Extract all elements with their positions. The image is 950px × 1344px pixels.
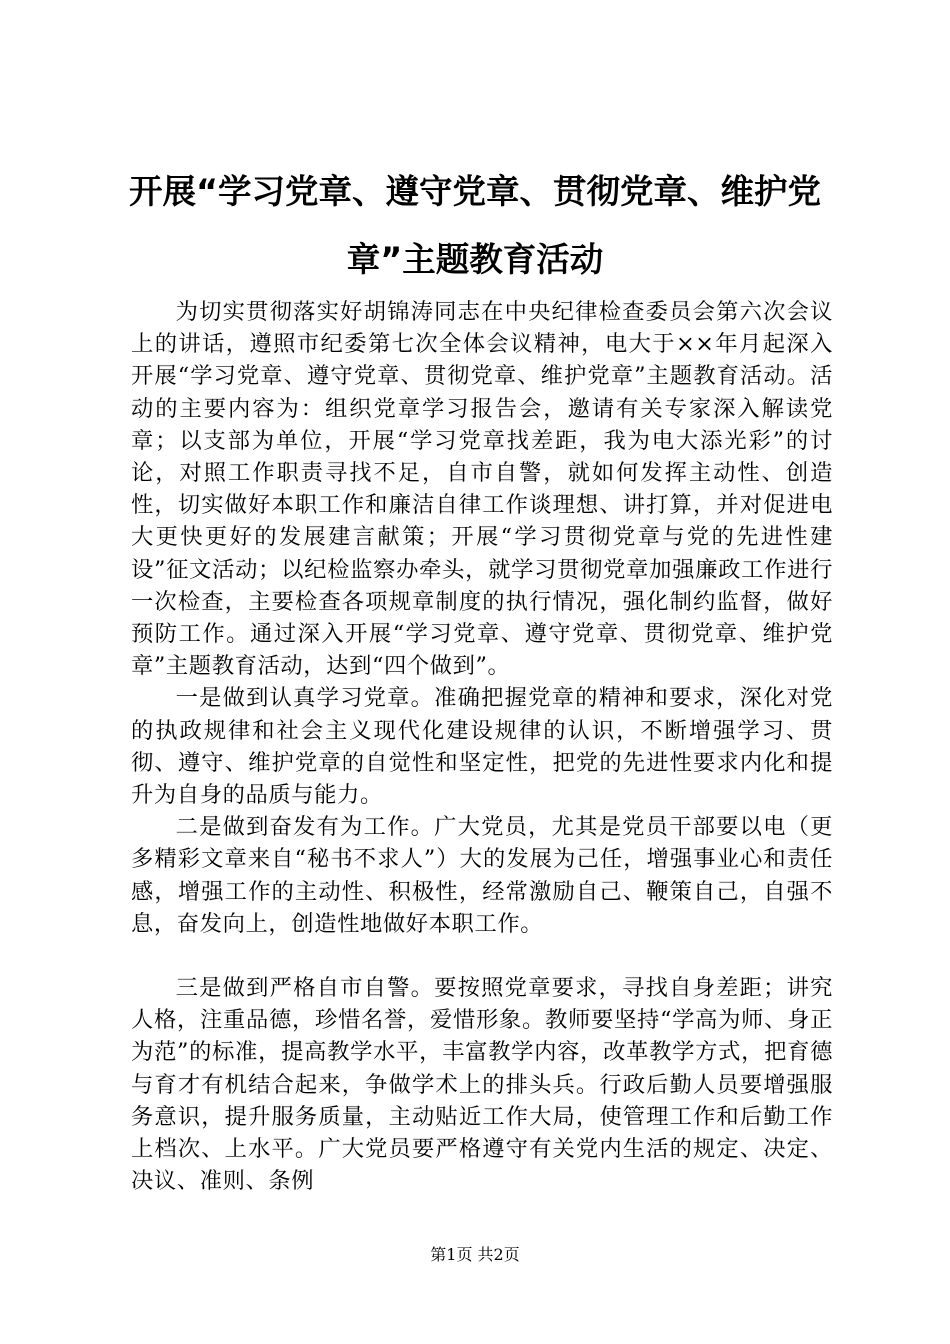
paragraph-intro: 为切实贯彻落实好胡锦涛同志在中央纪律检查委员会第六次会议上的讲话，遵照市纪委第七次全体会议精神，电大于××年月起深入开展“学习党章、遵守党章、贯彻党章、维护党章”主题教育活动。活动的主要内容为：组织党章学习报告会，邀请有关专家深入解读党章；以支部为单位，开展“学习党章找差距，我为电大添光彩”的讨论，对照工作职责寻找不足，自市自警，就如何发挥主动性、创造性，切实做好本职工作和廉洁自律工作谈理想、讲打算，并对促进电大更快更好的发展建言献策；开展“学习贯彻党章与党的先进性建设”征文活动；以纪检监察办牵头，就学习贯彻党章加强廉政工作进行一次检查，主要检查各项规章制度的执行情况，强化制约监督，做好预防工作。通过深入开展“学习党章、遵守党章、贯彻党章、维护党章”主题教育活动，达到“四个做到”。 [131, 299, 833, 680]
document-body [131, 296, 833, 1197]
paragraph-spacer [131, 940, 833, 972]
document-title: 开展“学习党章、遵守党章、贯彻党章、维护党章”主题教育活动 [128, 172, 822, 279]
page-number-footer: 第1页 共2页 [430, 1245, 520, 1264]
paragraph-point-one: 一是做到认真学习党章。准确把握党章的精神和要求，深化对党的执政规律和社会主义现代化建设规律的认识，不断增强学习、贯彻、遵守、维护党章的自觉性和坚定性，把党的先进性要求内化和提升为自身的品质与能力。 [131, 685, 833, 809]
paragraph-point-three: 三是做到严格自市自警。要按照党章要求，寻找自身差距；讲究人格，注重品德，珍惜名誉，爱惜形象。教师要坚持“学高为师、身正为范”的标准，提高教学水平，丰富教学内容，改革教学方式，把育德与育才有机结合起来，争做学术上的排头兵。行政后勤人员要增强服务意识，提升服务质量，主动贴近工作大局，使管理工作和后勤工作上档次、上水平。广大党员要严格遵守有关党内生活的规定、决定、决议、准则、条例 [131, 975, 833, 1195]
paragraph-point-two: 二是做到奋发有为工作。广大党员，尤其是党员干部要以电（更多精彩文章来自“秘书不求人”）大的发展为己任，增强事业心和责任感，增强工作的主动性、积极性，经常激励自己、鞭策自己，自强不息，奋发向上，创造性地做好本职工作。 [131, 814, 833, 937]
